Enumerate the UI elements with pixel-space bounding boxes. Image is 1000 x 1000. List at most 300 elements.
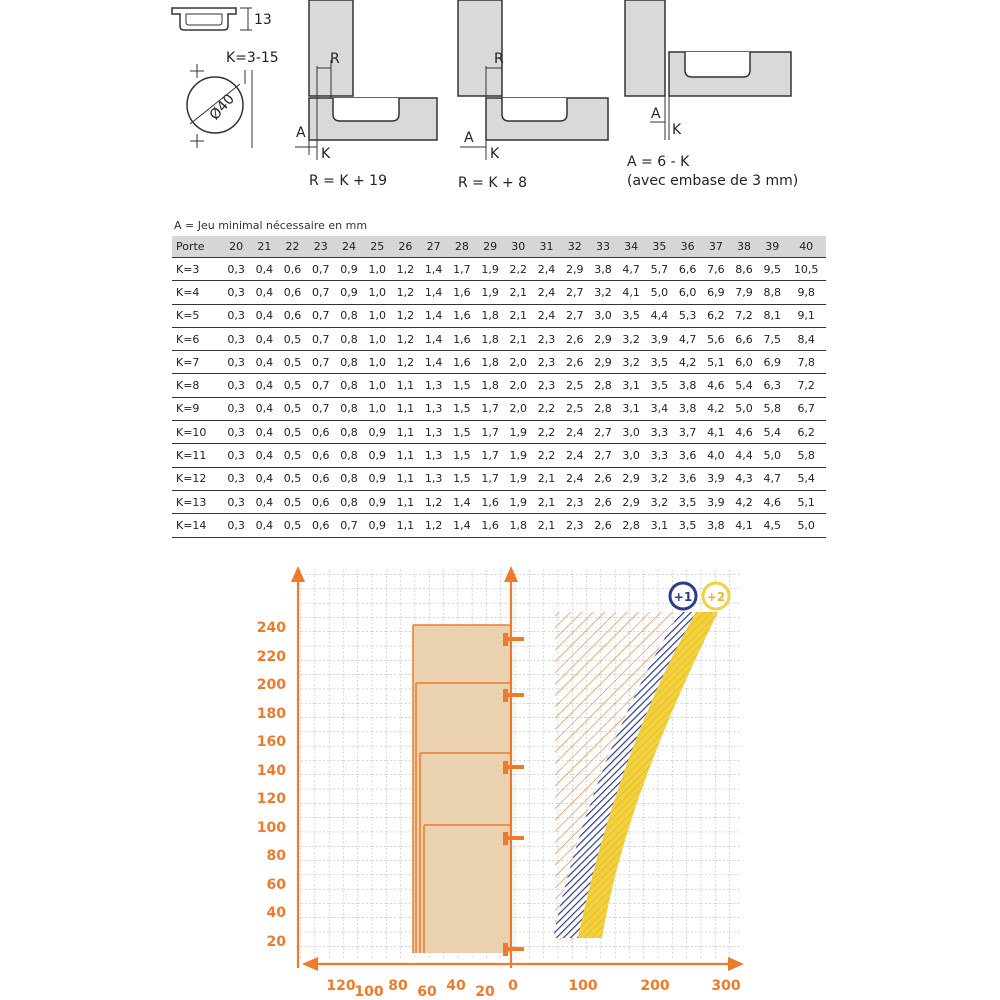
table-cell: 1,3 xyxy=(420,467,448,490)
table-header-27: 27 xyxy=(420,236,448,258)
table-cell: 0,4 xyxy=(250,421,278,444)
k-range-label: K=3-15 xyxy=(226,50,279,66)
row-label: K=11 xyxy=(172,444,222,467)
row-label: K=3 xyxy=(172,258,222,281)
table-cell: 2,6 xyxy=(561,327,589,350)
table-cell: 1,4 xyxy=(448,490,476,513)
table-row xyxy=(172,444,826,467)
y-axis-ticks xyxy=(257,620,286,950)
a-label-1: A xyxy=(296,125,306,141)
table-cell: 1,2 xyxy=(420,490,448,513)
table-cell: 1,6 xyxy=(448,281,476,304)
table-cell: 2,2 xyxy=(532,397,560,420)
table-cell: 7,5 xyxy=(758,327,786,350)
table-cell: 0,9 xyxy=(335,281,363,304)
x-tick-left-100: 100 xyxy=(354,984,384,1000)
table-cell: 1,2 xyxy=(420,514,448,537)
table-cell: 0,5 xyxy=(278,351,306,374)
table-header-21: 21 xyxy=(250,236,278,258)
table-cell: 1,0 xyxy=(363,351,391,374)
table-row xyxy=(172,467,826,490)
table-cell: 5,0 xyxy=(645,281,673,304)
table-cell: 2,0 xyxy=(504,351,532,374)
r-label-1: R xyxy=(330,51,340,67)
table-cell: 1,7 xyxy=(476,467,504,490)
table-cell: 5,0 xyxy=(758,444,786,467)
diameter-label: Ø40 xyxy=(206,91,238,124)
row-label: K=5 xyxy=(172,304,222,327)
table-cell: 0,4 xyxy=(250,327,278,350)
table-row xyxy=(172,351,826,374)
table-cell: 3,8 xyxy=(674,374,702,397)
table-cell: 4,6 xyxy=(702,374,730,397)
table-cell: 0,3 xyxy=(222,514,250,537)
table-cell: 1,9 xyxy=(504,467,532,490)
table-cell: 1,2 xyxy=(391,258,419,281)
table-cell: 1,8 xyxy=(476,351,504,374)
table-header-34: 34 xyxy=(617,236,645,258)
table-cell: 1,3 xyxy=(420,444,448,467)
table-header-porte: Porte xyxy=(172,236,222,258)
table-cell: 0,3 xyxy=(222,281,250,304)
x-tick-left-40: 40 xyxy=(446,978,466,994)
table-cell: 1,3 xyxy=(420,421,448,444)
table-cell: 1,9 xyxy=(476,258,504,281)
table-cell: 2,9 xyxy=(561,258,589,281)
table-cell: 2,6 xyxy=(589,514,617,537)
door-weight-graph xyxy=(0,560,1000,1000)
table-cell: 0,6 xyxy=(307,421,335,444)
y-tick-240: 240 xyxy=(256,620,286,636)
diagram-inset xyxy=(625,0,798,189)
table-header-39: 39 xyxy=(758,236,786,258)
table-header-35: 35 xyxy=(645,236,673,258)
row-label: K=8 xyxy=(172,374,222,397)
table-cell: 0,6 xyxy=(307,467,335,490)
table-cell: 1,7 xyxy=(476,421,504,444)
table-cell: 0,6 xyxy=(278,258,306,281)
table-cell: 5,1 xyxy=(702,351,730,374)
table-cell: 1,1 xyxy=(391,490,419,513)
x-tick-left-80: 80 xyxy=(388,978,408,994)
table-cell: 3,1 xyxy=(617,397,645,420)
table-cell: 0,8 xyxy=(335,467,363,490)
table-header-33: 33 xyxy=(589,236,617,258)
table-cell: 6,6 xyxy=(730,327,758,350)
table-cell: 5,6 xyxy=(702,327,730,350)
table-cell: 2,4 xyxy=(532,281,560,304)
table-cell: 0,5 xyxy=(278,444,306,467)
table-cell: 5,7 xyxy=(645,258,673,281)
table-cell: 2,9 xyxy=(589,351,617,374)
k-label-2: K xyxy=(490,146,500,162)
y-tick-80: 80 xyxy=(266,848,286,864)
table-cell: 7,9 xyxy=(730,281,758,304)
table-cell: 1,4 xyxy=(420,281,448,304)
row-label: K=9 xyxy=(172,397,222,420)
table-row xyxy=(172,421,826,444)
table-cell: 0,8 xyxy=(335,397,363,420)
y-tick-220: 220 xyxy=(256,649,286,665)
table-cell: 2,3 xyxy=(561,514,589,537)
table-cell: 3,5 xyxy=(674,490,702,513)
table-cell: 0,3 xyxy=(222,397,250,420)
badge-plus-1 xyxy=(670,583,696,609)
y-tick-20: 20 xyxy=(266,934,286,950)
table-row xyxy=(172,514,826,537)
table-cell: 8,8 xyxy=(758,281,786,304)
table-cell: 0,8 xyxy=(335,490,363,513)
table-cell: 5,1 xyxy=(786,490,826,513)
table-cell: 2,1 xyxy=(504,327,532,350)
table-cell: 0,4 xyxy=(250,258,278,281)
table-cell: 1,2 xyxy=(391,281,419,304)
table-cell: 0,7 xyxy=(307,304,335,327)
table-cell: 1,9 xyxy=(504,421,532,444)
table-cell: 4,2 xyxy=(702,397,730,420)
table-cell: 3,9 xyxy=(645,327,673,350)
x-tick-right-300: 300 xyxy=(711,978,741,994)
table-cell: 2,9 xyxy=(617,490,645,513)
table-cell: 0,9 xyxy=(363,467,391,490)
table-cell: 0,5 xyxy=(278,327,306,350)
table-cell: 2,5 xyxy=(561,374,589,397)
table-cell: 2,1 xyxy=(532,514,560,537)
table-cell: 3,8 xyxy=(702,514,730,537)
table-cell: 3,2 xyxy=(617,351,645,374)
table-cell: 3,5 xyxy=(645,374,673,397)
x-axis-ticks-right xyxy=(508,978,741,994)
table-cell: 0,4 xyxy=(250,444,278,467)
table-cell: 0,3 xyxy=(222,421,250,444)
table-cell: 0,3 xyxy=(222,351,250,374)
table-cell: 1,4 xyxy=(420,258,448,281)
table-cell: 3,8 xyxy=(674,397,702,420)
table-cell: 0,5 xyxy=(278,397,306,420)
table-cell: 1,0 xyxy=(363,327,391,350)
table-cell: 4,3 xyxy=(730,467,758,490)
table-cell: 2,4 xyxy=(561,421,589,444)
y-tick-100: 100 xyxy=(256,820,286,836)
r-label-2: R xyxy=(494,51,504,67)
table-cell: 3,1 xyxy=(617,374,645,397)
table-cell: 8,6 xyxy=(730,258,758,281)
table-cell: 7,6 xyxy=(702,258,730,281)
table-cell: 0,7 xyxy=(307,258,335,281)
table-cell: 10,5 xyxy=(786,258,826,281)
table-cell: 6,0 xyxy=(674,281,702,304)
table-cell: 6,0 xyxy=(730,351,758,374)
table-cell: 3,2 xyxy=(589,281,617,304)
table-cell: 0,6 xyxy=(307,490,335,513)
x-tick-left-60: 60 xyxy=(417,984,437,1000)
formula-3: A = 6 - K xyxy=(627,154,690,170)
table-cell: 2,2 xyxy=(532,444,560,467)
table-cell: 2,5 xyxy=(561,397,589,420)
table-cell: 2,7 xyxy=(561,281,589,304)
table-cell: 2,0 xyxy=(504,374,532,397)
table-cell: 6,9 xyxy=(758,351,786,374)
table-cell: 3,1 xyxy=(645,514,673,537)
table-header-32: 32 xyxy=(561,236,589,258)
table-cell: 3,3 xyxy=(645,444,673,467)
table-cell: 0,5 xyxy=(278,421,306,444)
svg-text:+2: +2 xyxy=(706,590,726,604)
table-cell: 1,0 xyxy=(363,304,391,327)
table-cell: 4,7 xyxy=(674,327,702,350)
table-cell: 2,2 xyxy=(504,258,532,281)
table-cell: 1,3 xyxy=(420,397,448,420)
table-row xyxy=(172,258,826,281)
table-cell: 1,9 xyxy=(504,490,532,513)
table-header-30: 30 xyxy=(504,236,532,258)
table-cell: 0,7 xyxy=(335,514,363,537)
table-cell: 9,8 xyxy=(786,281,826,304)
row-label: K=13 xyxy=(172,490,222,513)
table-cell: 2,8 xyxy=(617,514,645,537)
table-cell: 9,5 xyxy=(758,258,786,281)
table-cell: 3,6 xyxy=(674,444,702,467)
table-cell: 1,4 xyxy=(420,327,448,350)
table-header-38: 38 xyxy=(730,236,758,258)
table-header-25: 25 xyxy=(363,236,391,258)
table-header-36: 36 xyxy=(674,236,702,258)
table-cell: 0,6 xyxy=(307,514,335,537)
table-cell: 2,7 xyxy=(561,304,589,327)
cup-profile xyxy=(172,8,272,30)
table-header-37: 37 xyxy=(702,236,730,258)
table-cell: 0,7 xyxy=(307,374,335,397)
table-cell: 0,4 xyxy=(250,467,278,490)
x-axis-ticks-left xyxy=(326,978,495,1000)
table-cell: 3,0 xyxy=(617,421,645,444)
table-cell: 1,5 xyxy=(448,421,476,444)
x-tick-right-100: 100 xyxy=(568,978,598,994)
table-cell: 3,2 xyxy=(617,327,645,350)
table-cell: 4,0 xyxy=(702,444,730,467)
table-header-row xyxy=(172,236,826,258)
table-cell: 2,6 xyxy=(589,467,617,490)
table-cell: 3,3 xyxy=(645,421,673,444)
table-cell: 5,3 xyxy=(674,304,702,327)
table-cell: 1,7 xyxy=(448,258,476,281)
table-cell: 3,8 xyxy=(589,258,617,281)
x-tick-right-0: 0 xyxy=(508,978,518,994)
table-cell: 2,3 xyxy=(532,327,560,350)
table-row xyxy=(172,397,826,420)
table-cell: 2,4 xyxy=(561,467,589,490)
table-cell: 4,4 xyxy=(730,444,758,467)
row-label: K=10 xyxy=(172,421,222,444)
table-cell: 2,2 xyxy=(532,421,560,444)
table-cell: 0,4 xyxy=(250,281,278,304)
table-cell: 2,1 xyxy=(532,467,560,490)
row-label: K=4 xyxy=(172,281,222,304)
table-cell: 0,7 xyxy=(307,327,335,350)
formula-1: R = K + 19 xyxy=(309,173,387,189)
table-row xyxy=(172,490,826,513)
table-cell: 4,6 xyxy=(730,421,758,444)
table-cell: 1,4 xyxy=(420,351,448,374)
table-cell: 1,6 xyxy=(448,351,476,374)
table-cell: 1,1 xyxy=(391,514,419,537)
row-label: K=6 xyxy=(172,327,222,350)
hinge-diagrams xyxy=(0,0,1000,200)
depth-label: 13 xyxy=(254,12,272,28)
table-cell: 5,8 xyxy=(758,397,786,420)
table-cell: 2,8 xyxy=(589,374,617,397)
row-label: K=7 xyxy=(172,351,222,374)
table-cell: 2,1 xyxy=(504,281,532,304)
table-cell: 2,3 xyxy=(532,351,560,374)
table-cell: 3,5 xyxy=(645,351,673,374)
drill-circle xyxy=(187,50,279,148)
table-cell: 2,9 xyxy=(617,467,645,490)
table-header-23: 23 xyxy=(307,236,335,258)
table-cell: 2,9 xyxy=(589,327,617,350)
svg-text:+1: +1 xyxy=(673,590,693,604)
table-cell: 1,5 xyxy=(448,397,476,420)
table-cell: 0,3 xyxy=(222,327,250,350)
table-cell: 5,0 xyxy=(730,397,758,420)
table-cell: 1,7 xyxy=(476,444,504,467)
table-cell: 0,9 xyxy=(335,258,363,281)
y-tick-120: 120 xyxy=(256,791,286,807)
table-cell: 1,1 xyxy=(391,374,419,397)
table-cell: 1,2 xyxy=(391,327,419,350)
table-cell: 1,4 xyxy=(420,304,448,327)
table-note: A = Jeu minimal nécessaire en mm xyxy=(174,219,368,232)
table-cell: 1,2 xyxy=(391,304,419,327)
table-cell: 0,9 xyxy=(363,514,391,537)
table-cell: 2,6 xyxy=(589,490,617,513)
table-cell: 1,6 xyxy=(476,490,504,513)
a-label-2: A xyxy=(464,130,474,146)
table-cell: 0,3 xyxy=(222,444,250,467)
table-header-20: 20 xyxy=(222,236,250,258)
table-cell: 4,2 xyxy=(674,351,702,374)
table-cell: 5,0 xyxy=(786,514,826,537)
table-cell: 0,5 xyxy=(278,514,306,537)
table-cell: 0,5 xyxy=(278,490,306,513)
table-header-24: 24 xyxy=(335,236,363,258)
table-cell: 1,6 xyxy=(476,514,504,537)
table-cell: 2,4 xyxy=(532,258,560,281)
table-cell: 1,0 xyxy=(363,374,391,397)
table-header-40: 40 xyxy=(786,236,826,258)
table-cell: 6,2 xyxy=(786,421,826,444)
badge-plus-2 xyxy=(703,583,729,609)
table-cell: 7,2 xyxy=(730,304,758,327)
table-cell: 0,7 xyxy=(307,397,335,420)
table-cell: 5,4 xyxy=(786,467,826,490)
table-cell: 0,6 xyxy=(307,444,335,467)
table-cell: 5,4 xyxy=(758,421,786,444)
table-cell: 0,9 xyxy=(363,490,391,513)
table-cell: 7,2 xyxy=(786,374,826,397)
table-cell: 2,1 xyxy=(504,304,532,327)
k-label-1: K xyxy=(321,146,331,162)
table-cell: 4,6 xyxy=(758,490,786,513)
x-tick-left-120: 120 xyxy=(326,978,356,994)
table-cell: 6,6 xyxy=(674,258,702,281)
table-cell: 1,0 xyxy=(363,258,391,281)
table-cell: 1,6 xyxy=(448,304,476,327)
table-cell: 2,3 xyxy=(532,374,560,397)
table-cell: 0,5 xyxy=(278,374,306,397)
y-tick-160: 160 xyxy=(256,734,286,750)
table-cell: 2,3 xyxy=(561,490,589,513)
table-cell: 3,9 xyxy=(702,490,730,513)
table-cell: 6,3 xyxy=(758,374,786,397)
table-cell: 2,1 xyxy=(532,490,560,513)
table-cell: 0,4 xyxy=(250,374,278,397)
table-row xyxy=(172,374,826,397)
table-body xyxy=(172,258,826,538)
table-cell: 4,1 xyxy=(617,281,645,304)
table-cell: 0,3 xyxy=(222,490,250,513)
table-cell: 7,8 xyxy=(786,351,826,374)
table-cell: 6,7 xyxy=(786,397,826,420)
table-cell: 3,5 xyxy=(674,514,702,537)
table-cell: 1,8 xyxy=(476,374,504,397)
table-cell: 0,9 xyxy=(363,421,391,444)
table-cell: 3,2 xyxy=(645,467,673,490)
y-tick-200: 200 xyxy=(256,677,286,693)
table-cell: 0,4 xyxy=(250,490,278,513)
table-cell: 1,1 xyxy=(391,397,419,420)
table-cell: 3,9 xyxy=(702,467,730,490)
y-tick-60: 60 xyxy=(266,877,286,893)
table-cell: 3,4 xyxy=(645,397,673,420)
table-cell: 0,3 xyxy=(222,467,250,490)
table-cell: 2,4 xyxy=(561,444,589,467)
table-cell: 2,7 xyxy=(589,444,617,467)
table-cell: 0,8 xyxy=(335,327,363,350)
diagram-half-overlay xyxy=(458,0,608,191)
table-cell: 3,2 xyxy=(645,490,673,513)
table-header-26: 26 xyxy=(391,236,419,258)
y-tick-140: 140 xyxy=(256,763,286,779)
table-cell: 0,3 xyxy=(222,258,250,281)
row-label: K=14 xyxy=(172,514,222,537)
table-header-31: 31 xyxy=(532,236,560,258)
table-cell: 1,6 xyxy=(448,327,476,350)
y-tick-40: 40 xyxy=(266,905,286,921)
row-label: K=12 xyxy=(172,467,222,490)
table-cell: 0,8 xyxy=(335,444,363,467)
table-cell: 2,7 xyxy=(589,421,617,444)
table-cell: 2,0 xyxy=(504,397,532,420)
door-height-panel xyxy=(413,625,511,953)
table-cell: 1,1 xyxy=(391,421,419,444)
table-cell: 1,0 xyxy=(363,397,391,420)
table-cell: 1,7 xyxy=(476,397,504,420)
table-cell: 0,5 xyxy=(278,467,306,490)
table-cell: 1,5 xyxy=(448,444,476,467)
table-cell: 3,5 xyxy=(617,304,645,327)
table-cell: 0,8 xyxy=(335,421,363,444)
table-cell: 3,0 xyxy=(589,304,617,327)
table-cell: 3,6 xyxy=(674,467,702,490)
table-cell: 0,4 xyxy=(250,304,278,327)
table-cell: 9,1 xyxy=(786,304,826,327)
table-cell: 1,8 xyxy=(476,304,504,327)
table-row xyxy=(172,304,826,327)
table-cell: 1,3 xyxy=(420,374,448,397)
a-label-3: A xyxy=(651,106,661,122)
table-cell: 0,9 xyxy=(363,444,391,467)
